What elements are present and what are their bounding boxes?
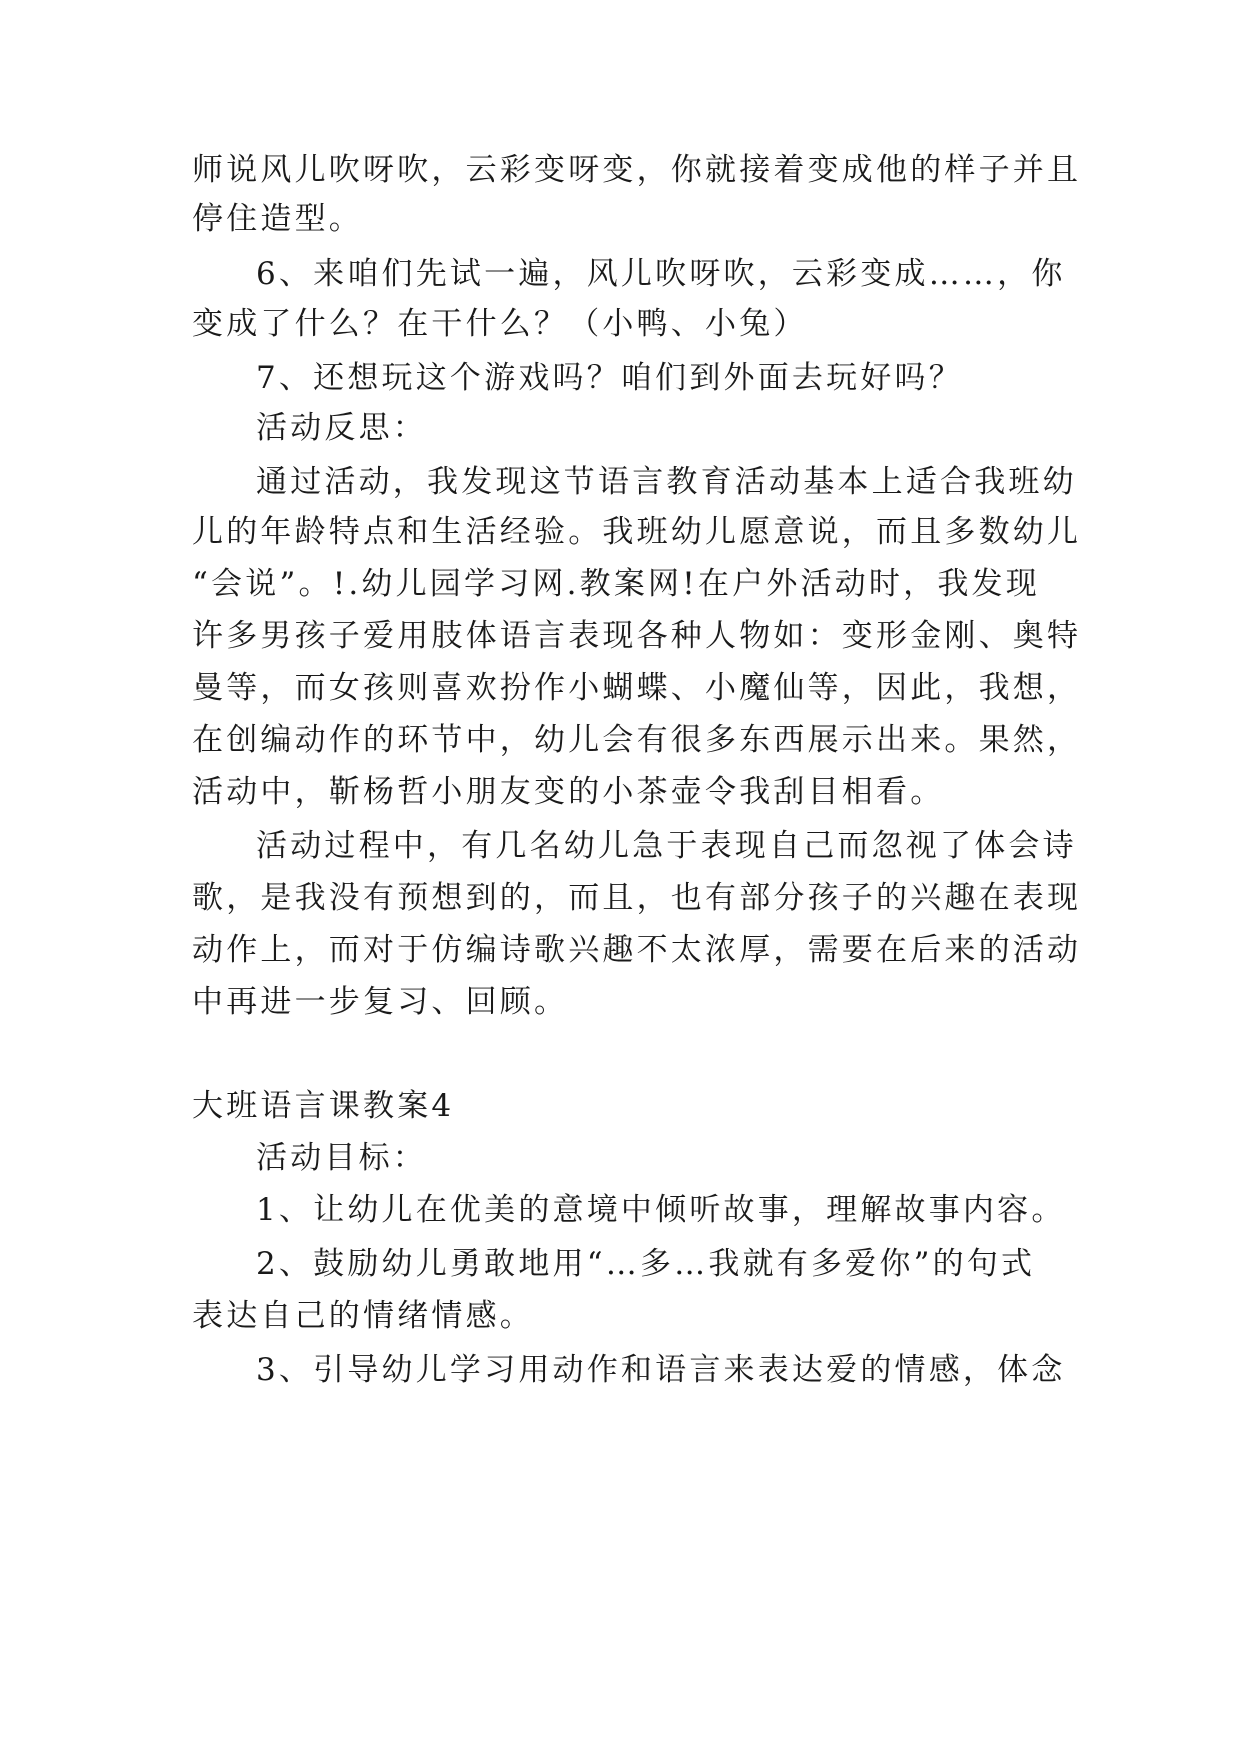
text-line: 停住造型。 xyxy=(192,201,363,237)
text-line: “会说”。!.幼儿园学习网.教案网!在户外活动时，我发现 xyxy=(192,566,1040,602)
list-item: 2、鼓励幼儿勇敢地用“…多…我就有多爱你”的句式 xyxy=(256,1246,1036,1282)
text-line: 活动中，靳杨哲小朋友变的小茶壶令我刮目相看。 xyxy=(192,774,945,810)
text-line: 活动过程中，有几名幼儿急于表现自己而忽视了体会诗 xyxy=(256,828,1077,864)
text-line: 变成了什么？在干什么？（小鸭、小兔） xyxy=(192,306,808,342)
text-line: 许多男孩子爱用肢体语言表现各种人物如：变形金刚、奥特 xyxy=(192,618,1082,654)
text-line: 动作上，而对于仿编诗歌兴趣不太浓厚，需要在后来的活动 xyxy=(192,932,1082,968)
text-line: 中再进一步复习、回顾。 xyxy=(192,984,569,1020)
text-line: 师说风儿吹呀吹，云彩变呀变，你就接着变成他的样子并且 xyxy=(192,152,1082,188)
section-heading: 活动目标： xyxy=(256,1140,427,1176)
text-line: 歌，是我没有预想到的，而且，也有部分孩子的兴趣在表现 xyxy=(192,880,1082,916)
list-item: 3、引导幼儿学习用动作和语言来表达爱的情感，体念 xyxy=(256,1352,1066,1388)
text-line: 通过活动，我发现这节语言教育活动基本上适合我班幼 xyxy=(256,464,1077,500)
list-item: 1、让幼儿在优美的意境中倾听故事，理解故事内容。 xyxy=(256,1192,1066,1228)
section-heading: 活动反思： xyxy=(256,410,427,446)
text-line: 儿的年龄特点和生活经验。我班幼儿愿意说，而且多数幼儿 xyxy=(192,514,1082,550)
section-title: 大班语言课教案4 xyxy=(192,1088,455,1124)
text-line: 6、来咱们先试一遍，风儿吹呀吹，云彩变成……，你 xyxy=(256,256,1066,292)
text-line: 在创编动作的环节中，幼儿会有很多东西展示出来。果然， xyxy=(192,722,1082,758)
text-line: 曼等，而女孩则喜欢扮作小蝴蝶、小魔仙等，因此，我想， xyxy=(192,670,1082,706)
text-line: 7、还想玩这个游戏吗？咱们到外面去玩好吗？ xyxy=(256,360,963,396)
text-line: 表达自己的情绪情感。 xyxy=(192,1298,534,1334)
